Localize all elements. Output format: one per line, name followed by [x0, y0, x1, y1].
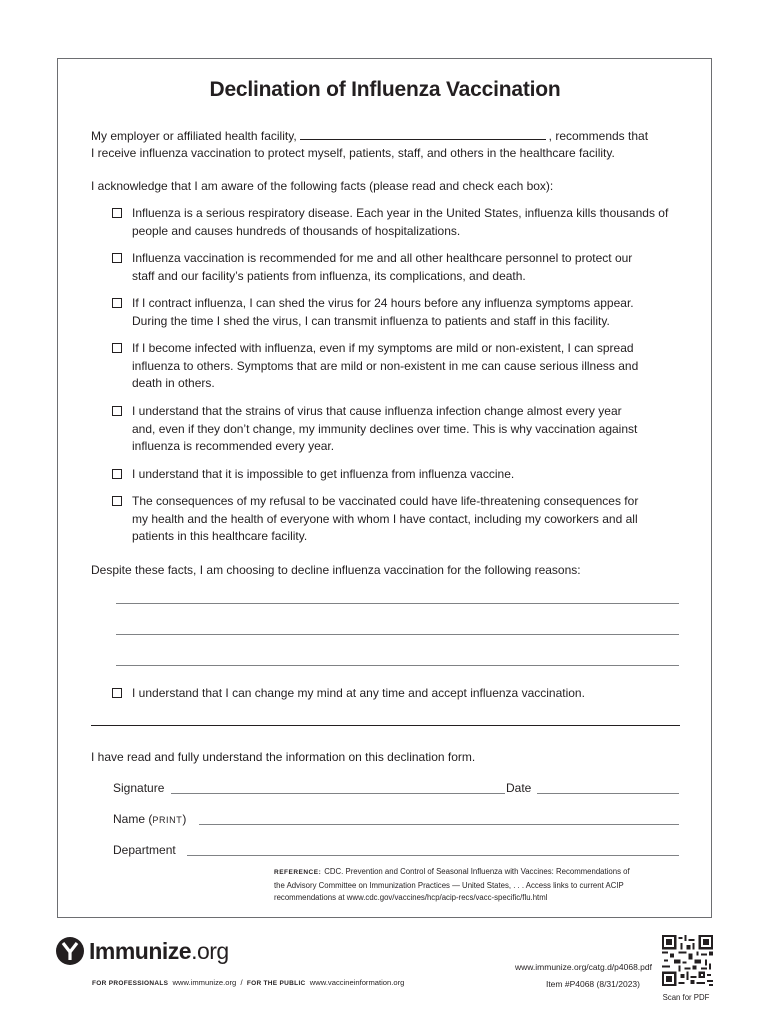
section-divider	[91, 725, 680, 726]
professionals-link[interactable]: www.immunize.org	[172, 978, 237, 987]
reference-note	[274, 866, 684, 905]
fact-line: The consequences of my refusal to be vaccinated could have life-threatening consequences for	[132, 494, 639, 508]
intro-line-2: I receive influenza vaccination to protect myself, patients, staff, and others in the healthcare facility.	[91, 146, 615, 160]
fact-line: influenza is recommended every year.	[132, 439, 335, 453]
qr-code-icon[interactable]	[662, 935, 713, 986]
fact-line: If I become infected with influenza, even if my symptoms are mild or non-existent, I can spread	[132, 341, 634, 355]
change-mind-checkbox[interactable]	[112, 688, 122, 698]
fact-line: I understand that the strains of virus that cause influenza infection change almost every year	[132, 404, 622, 418]
reference-line: the Advisory Committee on Immunization Practices — United States, . . . Access links to current ACIP	[274, 880, 624, 890]
fact-line: death in others.	[132, 376, 215, 390]
fact-line: staff and our facility’s patients from influenza, its complications, and death.	[132, 268, 526, 283]
reasons-label: Despite these facts, I am choosing to decline influenza vaccination for the following reasons:	[91, 563, 581, 577]
fact-line: During the time I shed the virus, I can transmit influenza to patients and staff in this facility.	[132, 313, 610, 328]
fact-checkbox[interactable]	[112, 406, 122, 416]
read-statement: I have read and fully understand the information on this declination form.	[91, 750, 476, 764]
reference-line: recommendations at www.cdc.gov/vaccines/hcp/acip-recs/vacc-specific/flu.html	[274, 893, 548, 902]
intro-text-after: , recommends that	[548, 129, 649, 143]
form-title: Declination of Influenza Vaccination	[209, 78, 561, 101]
name-label-close: )	[182, 812, 187, 826]
logo-text	[89, 938, 229, 965]
signature-label: Signature	[113, 781, 165, 795]
department-field[interactable]	[187, 855, 679, 856]
fact-line: I understand that it is impossible to get influenza from influenza vaccine.	[132, 467, 515, 481]
fact-line: influenza to others. Symptoms that are mild or non-existent in me can cause serious illness and	[132, 358, 639, 373]
footer-separator: /	[240, 978, 243, 987]
immunize-logo	[55, 935, 229, 967]
fact-line: people and causes hundreds of thousands of hospitalizations.	[132, 223, 461, 238]
reference-head: REFERENCE:	[274, 869, 322, 876]
fact-line: Influenza vaccination is recommended for me and all other healthcare personnel to protect our	[132, 251, 633, 265]
reason-line-field[interactable]	[116, 634, 679, 635]
scan-for-pdf-label: Scan for PDF	[662, 993, 710, 1002]
acknowledge-statement: I acknowledge that I am aware of the following facts (please read and check each box):	[91, 179, 554, 193]
footer-links	[92, 978, 404, 987]
print-label: PRINT	[152, 815, 183, 825]
date-field[interactable]	[537, 793, 679, 794]
fact-line: my health and the health of everyone with whom I have contact, including my coworkers and all	[132, 511, 638, 526]
reference-line: CDC. Prevention and Control of Seasonal Influenza with Vaccines: Recommendations of	[324, 867, 630, 876]
fact-checkbox[interactable]	[112, 469, 122, 479]
name-label	[113, 812, 186, 828]
department-label: Department	[113, 843, 176, 857]
fact-checkbox[interactable]	[112, 208, 122, 218]
logo-org: .org	[191, 937, 229, 964]
public-label: FOR THE PUBLIC	[246, 980, 306, 987]
fact-checkbox[interactable]	[112, 343, 122, 353]
fact-checkbox[interactable]	[112, 298, 122, 308]
fact-line: Influenza is a serious respiratory disease. Each year in the United States, influenza kills thousands of	[132, 206, 669, 220]
signature-field[interactable]	[171, 793, 505, 794]
fact-checkbox[interactable]	[112, 253, 122, 263]
name-field[interactable]	[199, 824, 679, 825]
intro-text-before: My employer or affiliated health facility,	[91, 129, 297, 143]
change-mind-text: I understand that I can change my mind at any time and accept influenza vaccination.	[132, 686, 585, 700]
fact-line: If I contract influenza, I can shed the virus for 24 hours before any influenza symptoms appear.	[132, 296, 634, 310]
logo-main: Immunize	[89, 937, 192, 964]
date-label: Date	[506, 781, 532, 795]
fact-checkbox[interactable]	[112, 496, 122, 506]
fact-line: and, even if they don’t change, my immunity declines over time. This is why vaccination against	[132, 421, 638, 436]
immunize-logo-icon	[55, 936, 85, 966]
fact-line: patients in this healthcare facility.	[132, 529, 308, 543]
reason-line-field[interactable]	[116, 665, 679, 666]
document-url[interactable]: www.immunize.org/catg.d/p4068.pdf	[514, 962, 652, 972]
name-label-text: Name (	[113, 812, 153, 826]
reason-line-field[interactable]	[116, 603, 679, 604]
professionals-label: FOR PROFESSIONALS	[92, 980, 169, 987]
public-link[interactable]: www.vaccineinformation.org	[309, 978, 405, 987]
facility-name-field[interactable]	[300, 127, 546, 140]
intro-line-1	[91, 127, 648, 146]
item-number: Item #P4068 (8/31/2023)	[545, 979, 640, 989]
